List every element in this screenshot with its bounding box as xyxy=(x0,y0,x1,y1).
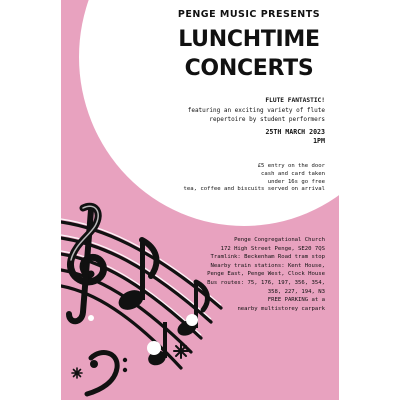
white-dot xyxy=(186,314,198,326)
info-line: under 16s go free xyxy=(267,178,325,185)
venue-line: Penge Congregational Church xyxy=(234,237,325,243)
description xyxy=(125,107,325,124)
subheading: FLUTE FANTASTIC! xyxy=(265,97,325,104)
title-line-2: CONCERTS xyxy=(184,56,314,81)
music-notes-illustration xyxy=(61,200,241,400)
sparkle-icon xyxy=(174,344,188,358)
organiser-line: PENGE MUSIC PRESENTS xyxy=(177,9,321,20)
eighth-note-icon xyxy=(175,282,207,339)
concert-time: 1PM xyxy=(313,137,325,145)
white-dot xyxy=(88,315,94,321)
poster-title xyxy=(156,25,339,83)
venue-line: Bus routes: 75, 176, 197, 356, 354, xyxy=(207,279,325,286)
venue-line: Tramlink: Beckenham Road tram stop xyxy=(210,254,325,261)
venue-line: nearby multistorey carpark xyxy=(237,305,325,312)
entry-info xyxy=(115,163,325,194)
venue-line: 172 High Street Penge, SE20 7QS xyxy=(220,245,325,252)
venue-line: Penge East, Penge West, Clock House xyxy=(207,271,325,278)
venue-line: 358, 227, 194, N3 xyxy=(267,288,325,295)
white-dot xyxy=(147,341,161,355)
venue-line: Nearby train stations: Kent House, xyxy=(210,262,325,269)
concert-poster xyxy=(61,0,339,400)
sparkle-icon xyxy=(72,368,82,378)
description-line-2: repertoire by student performers xyxy=(209,115,325,123)
venue-line: FREE PARKING at a xyxy=(267,297,325,304)
description-line-1: featuring an exciting variety of flute xyxy=(187,107,325,114)
title-line-1: LUNCHTIME xyxy=(178,27,320,52)
concert-date: 25TH MARCH 2023 xyxy=(265,128,325,136)
info-line: tea, coffee and biscuits served on arrival xyxy=(183,186,325,193)
bass-clef-icon xyxy=(87,353,127,394)
info-line: £5 entry on the door xyxy=(257,163,325,169)
date-time xyxy=(265,128,325,146)
info-line: cash and card taken xyxy=(261,170,325,177)
